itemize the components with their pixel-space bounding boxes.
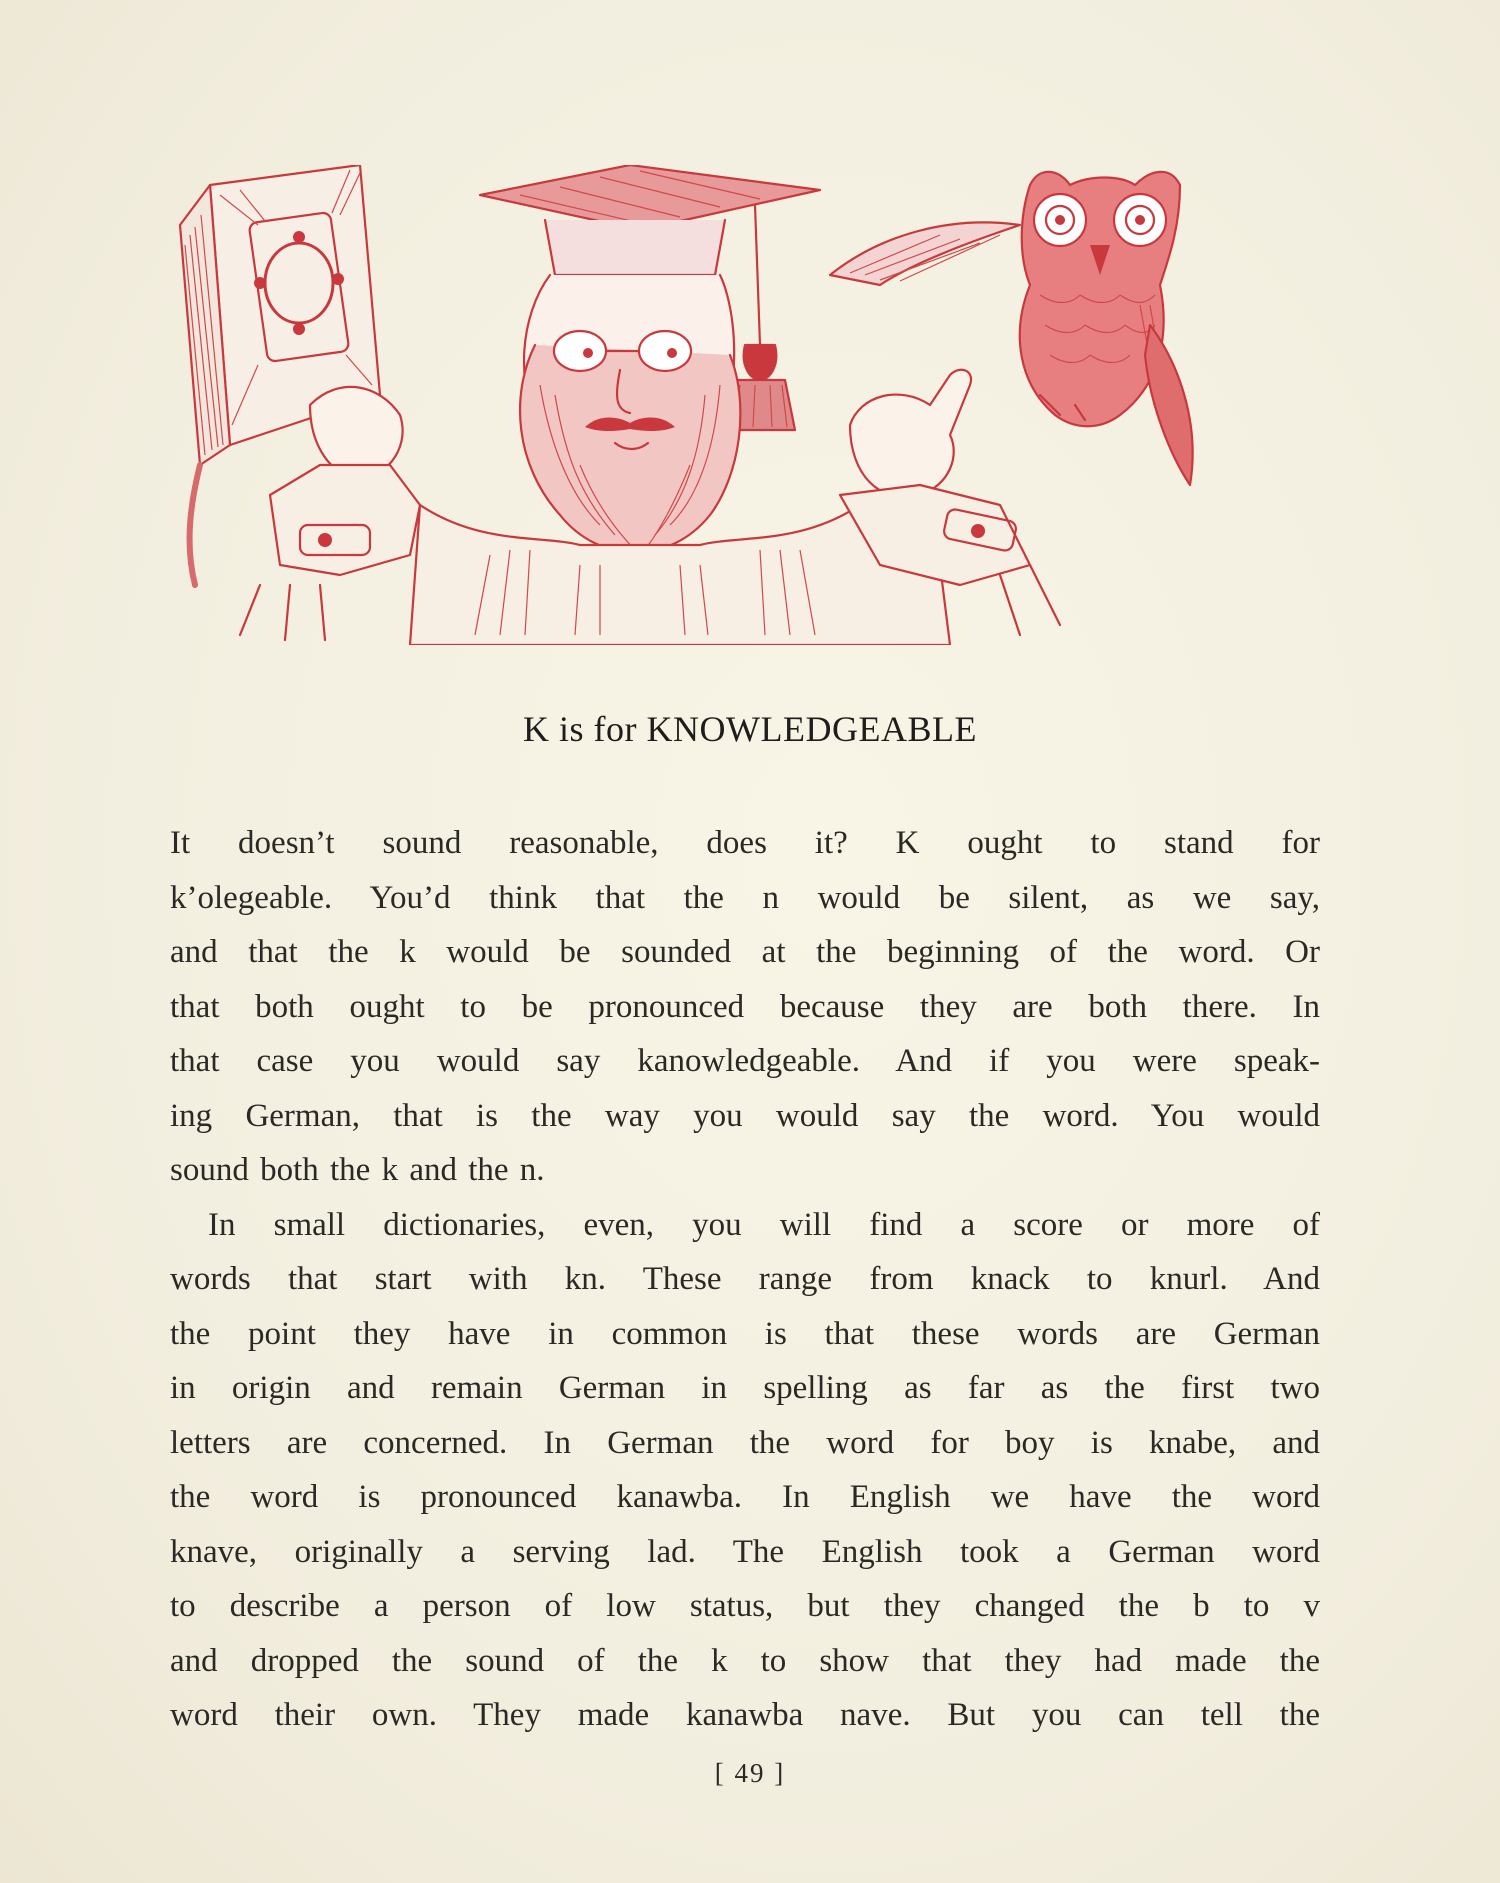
text-line: that both ought to be pronounced because they are both there. In [170,988,1320,1025]
scholar-illustration [160,165,1340,645]
text-line: word their own. They made kanawba nave. But you can tell the [170,1697,1320,1733]
body-text [170,816,1320,1743]
text-line: and dropped the sound of the k to show that they had made the [170,1642,1320,1679]
text-line: knave, originally a serving lad. The English took a German word [170,1533,1320,1570]
text-line: words that start with kn. These range from knack to knurl. And [170,1261,1320,1297]
scholar-face-icon [520,275,740,555]
text-line: and that the k would be sounded at the beginning of the word. Or [170,934,1320,970]
text-line: sound both the k and the n. [170,1152,545,1188]
text-line: in origin and remain German in spelling as far as the first two [170,1370,1320,1406]
page-number: [ 49 ] [714,1758,786,1788]
text-line: to describe a person of low status, but they changed the b to v [170,1588,1320,1624]
text-line: ing German, that is the way you would say the word. You would [170,1097,1320,1134]
text-line: the point they have in common is that these words are German [170,1315,1320,1352]
text-line: In small dictionaries, even, you will find a score or more of [208,1206,1320,1243]
text-line: k’olegeable. You’d think that the n would be silent, as we say, [170,879,1320,916]
paragraph-1 [170,816,1320,1198]
paragraph-2 [170,1198,1320,1743]
text-line: that case you would say kanowledgeable. And if you were speak- [170,1043,1320,1079]
text-line: It doesn’t sound reasonable, does it? K ought to stand for [170,825,1320,861]
chapter-title: K is for KNOWLEDGEABLE [523,709,977,749]
text-line: letters are concerned. In German the word for boy is knabe, and [170,1424,1320,1461]
text-line: the word is pronounced kanawba. In English we have the word [170,1479,1320,1515]
